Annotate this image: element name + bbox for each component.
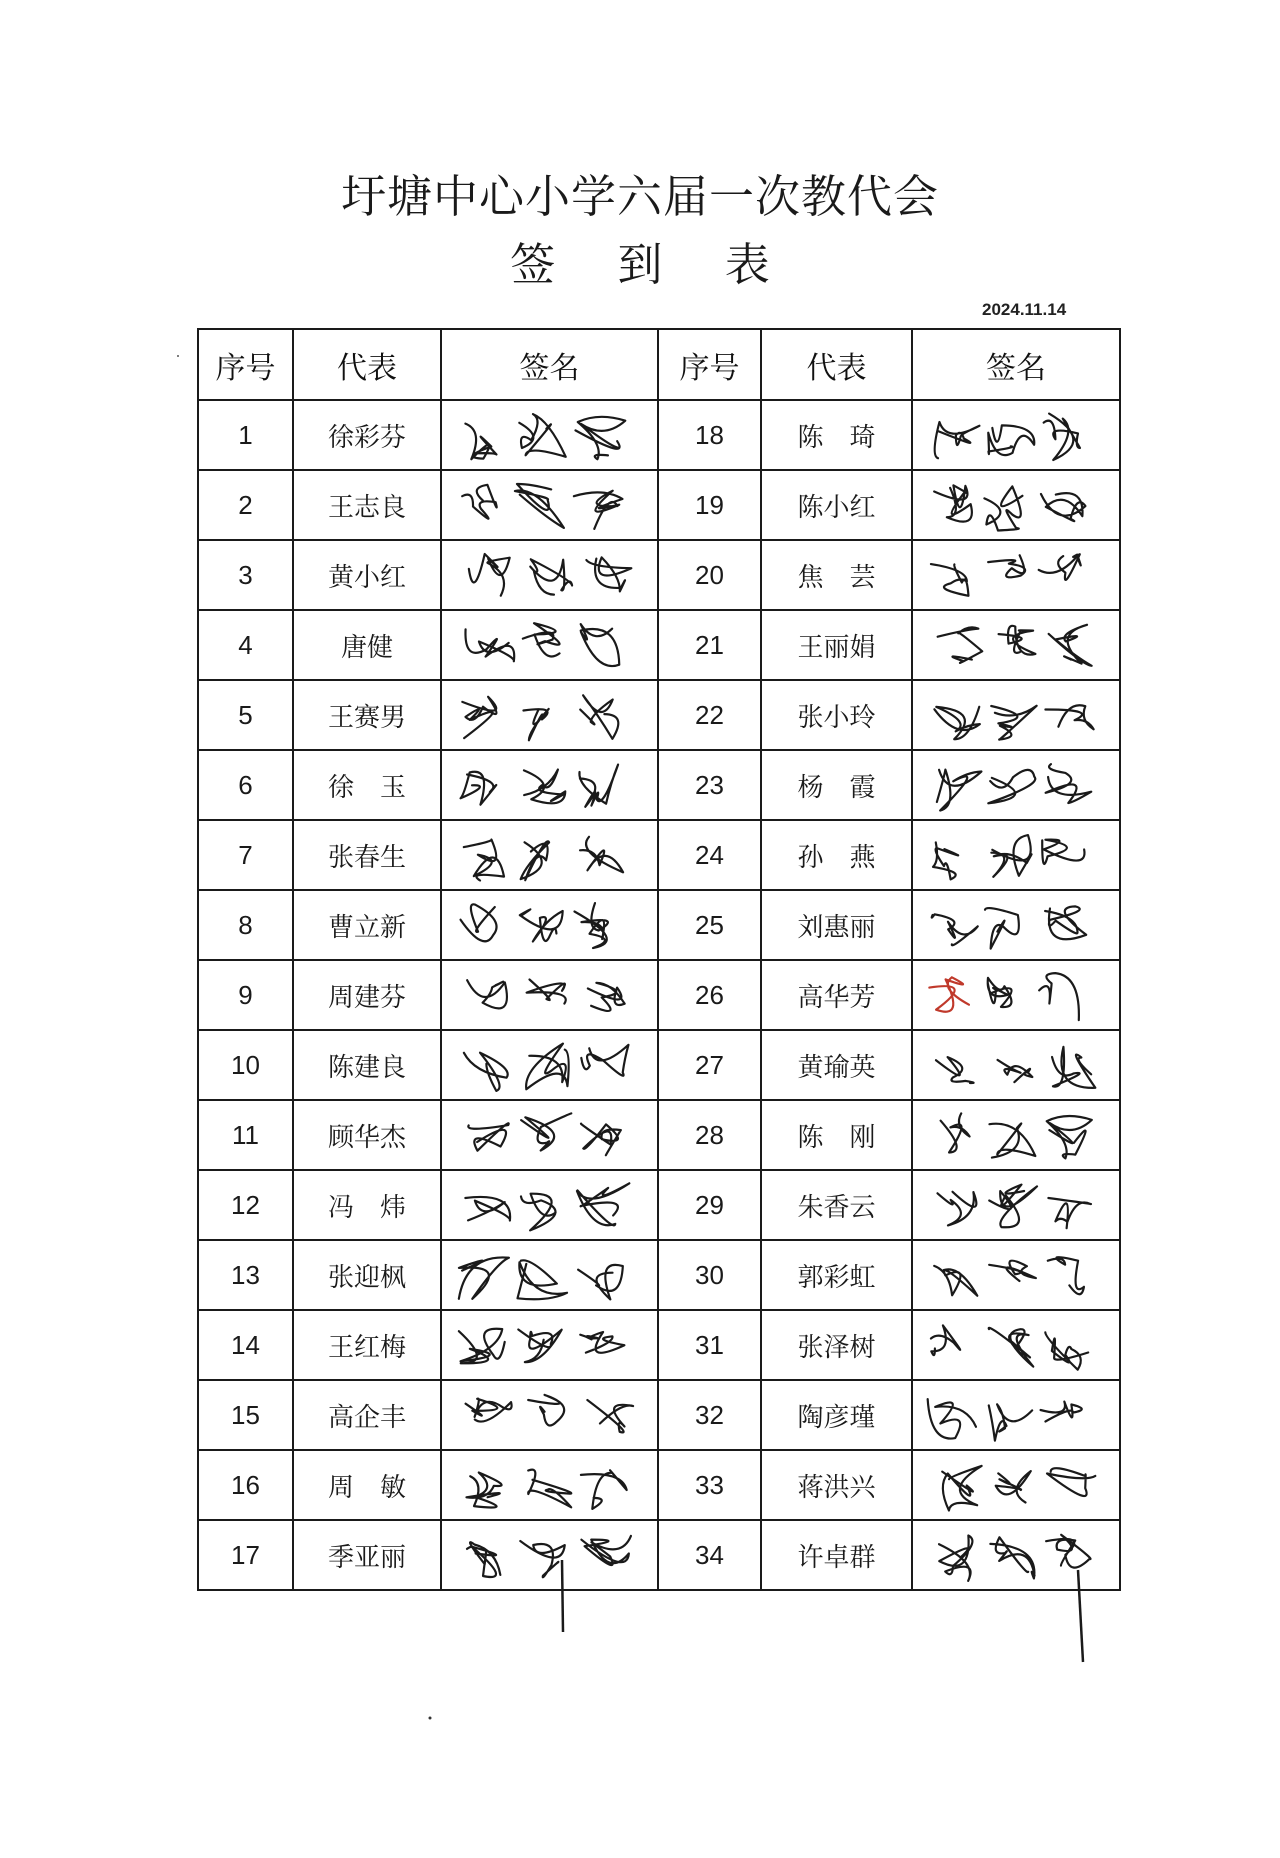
table-row (198, 680, 1120, 750)
header-number: 序号 (198, 329, 293, 400)
signature-image (442, 1101, 657, 1169)
representative-name: 高企丰 (293, 1380, 441, 1450)
table-row (198, 1030, 1120, 1100)
row-number: 19 (658, 470, 761, 540)
representative-name: 朱香云 (761, 1170, 912, 1240)
representative-name: 焦 芸 (761, 540, 912, 610)
signature-image (913, 1451, 1119, 1519)
handwritten-signature (912, 1170, 1120, 1240)
signature-image (442, 1031, 657, 1099)
handwritten-signature (441, 400, 658, 470)
signature-image (913, 1381, 1119, 1449)
signature-image (442, 1381, 657, 1449)
handwritten-signature (441, 960, 658, 1030)
representative-name: 冯 炜 (293, 1170, 441, 1240)
row-number: 24 (658, 820, 761, 890)
signature-image (913, 751, 1119, 819)
representative-name: 许卓群 (761, 1520, 912, 1590)
signature-image (913, 961, 1119, 1029)
signature-image (913, 1521, 1119, 1589)
row-number: 22 (658, 680, 761, 750)
signature-image (913, 611, 1119, 679)
signature-image (442, 611, 657, 679)
signature-image (913, 1311, 1119, 1379)
row-number: 5 (198, 680, 293, 750)
representative-name: 陈 刚 (761, 1100, 912, 1170)
representative-name: 徐 玉 (293, 750, 441, 820)
representative-name: 陈 琦 (761, 400, 912, 470)
row-number: 15 (198, 1380, 293, 1450)
row-number: 6 (198, 750, 293, 820)
representative-name: 周建芬 (293, 960, 441, 1030)
row-number: 17 (198, 1520, 293, 1590)
representative-name: 郭彩虹 (761, 1240, 912, 1310)
row-number: 14 (198, 1310, 293, 1380)
signature-image (442, 1171, 657, 1239)
representative-name: 王志良 (293, 470, 441, 540)
table-row (198, 890, 1120, 960)
representative-name: 陈小红 (761, 470, 912, 540)
row-number: 2 (198, 470, 293, 540)
signature-image (913, 1171, 1119, 1239)
table-row (198, 1450, 1120, 1520)
table-header-row (198, 329, 1120, 400)
row-number: 7 (198, 820, 293, 890)
handwritten-signature (441, 680, 658, 750)
representative-name: 陈建良 (293, 1030, 441, 1100)
row-number: 30 (658, 1240, 761, 1310)
representative-name: 高华芳 (761, 960, 912, 1030)
row-number: 34 (658, 1520, 761, 1590)
row-number: 29 (658, 1170, 761, 1240)
signature-image (442, 471, 657, 539)
signature-image (913, 541, 1119, 609)
row-number: 27 (658, 1030, 761, 1100)
row-number: 1 (198, 400, 293, 470)
handwritten-signature (912, 610, 1120, 680)
row-number: 18 (658, 400, 761, 470)
handwritten-signature (912, 1100, 1120, 1170)
table-row (198, 540, 1120, 610)
signature-image (913, 471, 1119, 539)
table-row (198, 470, 1120, 540)
row-number: 12 (198, 1170, 293, 1240)
row-number: 31 (658, 1310, 761, 1380)
handwritten-signature (441, 1450, 658, 1520)
signature-image (442, 1311, 657, 1379)
handwritten-signature (912, 820, 1120, 890)
header-representative: 代表 (761, 329, 912, 400)
table-row (198, 1240, 1120, 1310)
signature-image (913, 681, 1119, 749)
row-number: 16 (198, 1450, 293, 1520)
signature-image (442, 1241, 657, 1309)
table-row (198, 400, 1120, 470)
signature-image (442, 891, 657, 959)
row-number: 33 (658, 1450, 761, 1520)
row-number: 10 (198, 1030, 293, 1100)
handwritten-signature (441, 1240, 658, 1310)
signature-image (913, 1101, 1119, 1169)
row-number: 25 (658, 890, 761, 960)
table-row (198, 1380, 1120, 1450)
table-row (198, 1310, 1120, 1380)
handwritten-signature (441, 890, 658, 960)
table-row (198, 820, 1120, 890)
row-number: 3 (198, 540, 293, 610)
row-number: 32 (658, 1380, 761, 1450)
representative-name: 唐健 (293, 610, 441, 680)
representative-name: 蒋洪兴 (761, 1450, 912, 1520)
row-number: 11 (198, 1100, 293, 1170)
row-number: 21 (658, 610, 761, 680)
signature-image (442, 541, 657, 609)
representative-name: 张小玲 (761, 680, 912, 750)
signature-image (442, 961, 657, 1029)
sign-in-table (197, 328, 1121, 1591)
handwritten-signature (441, 1030, 658, 1100)
row-number: 20 (658, 540, 761, 610)
representative-name: 孙 燕 (761, 820, 912, 890)
header-signature: 签名 (441, 329, 658, 400)
row-number: 26 (658, 960, 761, 1030)
table-row (198, 610, 1120, 680)
table-row (198, 960, 1120, 1030)
handwritten-signature (912, 1310, 1120, 1380)
signature-image (913, 891, 1119, 959)
representative-name: 曹立新 (293, 890, 441, 960)
handwritten-signature (441, 1520, 658, 1590)
handwritten-signature (912, 750, 1120, 820)
representative-name: 徐彩芬 (293, 400, 441, 470)
signature-image (442, 401, 657, 469)
header-signature: 签名 (912, 329, 1120, 400)
handwritten-signature (441, 540, 658, 610)
handwritten-signature (441, 1380, 658, 1450)
document-subtitle: 签 到 表 (510, 238, 794, 291)
handwritten-signature (912, 1240, 1120, 1310)
handwritten-signature (912, 540, 1120, 610)
signature-image (442, 681, 657, 749)
row-number: 23 (658, 750, 761, 820)
row-number: 28 (658, 1100, 761, 1170)
handwritten-signature (912, 960, 1120, 1030)
date-label: 2024.11.14 (982, 300, 1067, 319)
header-representative: 代表 (293, 329, 441, 400)
handwritten-signature (912, 1380, 1120, 1450)
representative-name: 刘惠丽 (761, 890, 912, 960)
handwritten-signature (441, 610, 658, 680)
representative-name: 张泽树 (761, 1310, 912, 1380)
handwritten-signature (441, 750, 658, 820)
signature-image (913, 821, 1119, 889)
table-row (198, 1520, 1120, 1590)
handwritten-signature (912, 470, 1120, 540)
handwritten-signature (912, 1450, 1120, 1520)
handwritten-signature (441, 1100, 658, 1170)
representative-name: 杨 霞 (761, 750, 912, 820)
handwritten-signature (441, 470, 658, 540)
handwritten-signature (912, 680, 1120, 750)
signature-image (442, 1451, 657, 1519)
representative-name: 王丽娟 (761, 610, 912, 680)
signature-image (913, 1031, 1119, 1099)
table-row (198, 1100, 1120, 1170)
table-row (198, 750, 1120, 820)
representative-name: 王赛男 (293, 680, 441, 750)
representative-name: 顾华杰 (293, 1100, 441, 1170)
row-number: 13 (198, 1240, 293, 1310)
handwritten-signature (441, 1170, 658, 1240)
representative-name: 黄瑜英 (761, 1030, 912, 1100)
document-title: 圩塘中心小学六届一次教代会 (340, 170, 939, 223)
signature-image (913, 1241, 1119, 1309)
representative-name: 张春生 (293, 820, 441, 890)
handwritten-signature (912, 1030, 1120, 1100)
signature-image (913, 401, 1119, 469)
handwritten-signature (441, 1310, 658, 1380)
handwritten-signature (912, 400, 1120, 470)
header-number: 序号 (658, 329, 761, 400)
handwritten-signature (912, 890, 1120, 960)
representative-name: 黄小红 (293, 540, 441, 610)
signature-image (442, 821, 657, 889)
representative-name: 张迎枫 (293, 1240, 441, 1310)
signature-image (442, 1521, 657, 1589)
signature-image (442, 751, 657, 819)
representative-name: 王红梅 (293, 1310, 441, 1380)
row-number: 4 (198, 610, 293, 680)
representative-name: 周 敏 (293, 1450, 441, 1520)
row-number: 8 (198, 890, 293, 960)
handwritten-signature (912, 1520, 1120, 1590)
representative-name: 季亚丽 (293, 1520, 441, 1590)
table-row (198, 1170, 1120, 1240)
row-number: 9 (198, 960, 293, 1030)
representative-name: 陶彦瑾 (761, 1380, 912, 1450)
handwritten-signature (441, 820, 658, 890)
